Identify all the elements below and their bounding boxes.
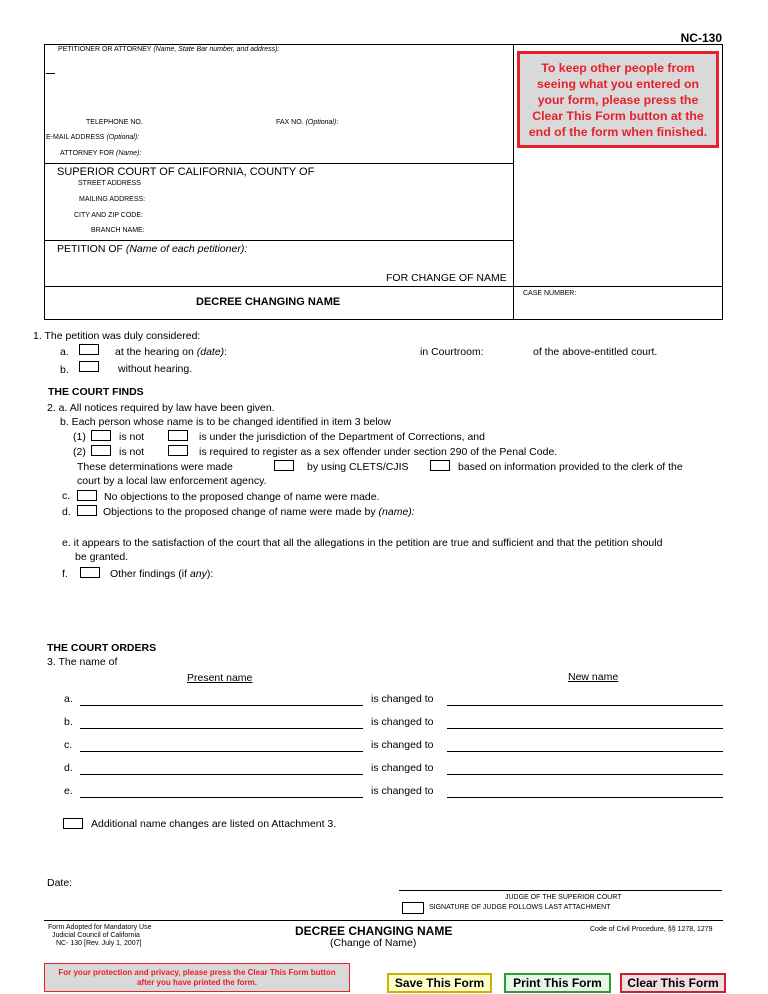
- local-agency-label: court by a local law enforcement agency.: [77, 475, 267, 487]
- item2b1-text: is under the jurisdiction of the Department of Corrections, and: [199, 431, 485, 443]
- signature-line: [399, 890, 722, 891]
- new-name-field-b[interactable]: [447, 713, 723, 728]
- present-name-field-b[interactable]: [80, 713, 363, 728]
- case-number-field[interactable]: [523, 300, 718, 315]
- date-field[interactable]: [80, 875, 360, 890]
- caption-divider: [513, 44, 514, 320]
- signature-follows-label: SIGNATURE OF JUDGE FOLLOWS LAST ATTACHMENT: [429, 904, 611, 911]
- clets-label: by using CLETS/CJIS: [307, 461, 409, 473]
- item1a-checkbox[interactable]: [79, 344, 99, 355]
- court-label: SUPERIOR COURT OF CALIFORNIA, COUNTY OF: [57, 166, 315, 178]
- row-letter: d.: [64, 762, 73, 774]
- mailing-address-field[interactable]: [152, 193, 505, 208]
- row-letter: b.: [64, 716, 73, 728]
- footer-subtitle: (Change of Name): [330, 937, 417, 949]
- name-change-row: [0, 739, 768, 755]
- other-findings-field-2[interactable]: [60, 584, 720, 624]
- street-address-label: STREET ADDRESS: [78, 180, 141, 187]
- item1b-letter: b.: [60, 364, 69, 376]
- name-change-row: [0, 785, 768, 801]
- form-number: NC-130: [680, 31, 722, 45]
- adopted-line-1: Form Adopted for Mandatory Use: [48, 924, 152, 931]
- item2d-text: Objections to the proposed change of name were made by (name):: [103, 506, 415, 518]
- courtroom-field[interactable]: [492, 344, 530, 359]
- present-name-line: [80, 774, 363, 775]
- court-finds-heading: THE COURT FINDS: [48, 386, 144, 398]
- item3-text: 3. The name of: [47, 656, 118, 668]
- based-on-label: based on information provided to the clerk of the: [458, 461, 683, 473]
- item2b-text: b. Each person whose name is to be changed identified in item 3 below: [60, 416, 391, 428]
- attorney-for-label: ATTORNEY FOR (Name):: [60, 150, 142, 157]
- item2f-text: Other findings (if any):: [110, 568, 214, 580]
- new-name-line: [447, 751, 723, 752]
- new-name-line: [447, 728, 723, 729]
- item2e-text-2: be granted.: [75, 551, 129, 563]
- item2e-text: e. it appears to the satisfaction of the court that all the allegations in the petition are true and sufficient and that the petition should: [62, 537, 663, 549]
- courtroom-label: in Courtroom:: [420, 346, 484, 358]
- attachment3-checkbox[interactable]: [63, 818, 83, 829]
- item2c-text: No objections to the proposed change of name were made.: [104, 491, 380, 503]
- name-change-row: [0, 762, 768, 778]
- present-name-line: [80, 728, 363, 729]
- clear-form-button[interactable]: Clear This Form: [620, 973, 726, 993]
- date-label: Date:: [47, 877, 73, 889]
- name-change-row: [0, 716, 768, 732]
- signature-follows-checkbox[interactable]: [402, 902, 424, 914]
- new-name-line: [447, 705, 723, 706]
- determinations-label: These determinations were made: [77, 461, 233, 473]
- objections-name-field-2[interactable]: [60, 520, 720, 535]
- adopted-line-2: Judicial Council of California: [52, 932, 140, 939]
- above-court-label: of the above-entitled court.: [533, 346, 658, 358]
- item2b2-isnot-label: is not: [119, 446, 145, 458]
- present-name-header: Present name: [187, 672, 253, 684]
- city-zip-label: CITY AND ZIP CODE:: [74, 212, 143, 219]
- item2c-letter: c.: [62, 490, 71, 502]
- other-findings-field[interactable]: [225, 566, 720, 581]
- item1a-text: at the hearing on (date):: [115, 346, 228, 358]
- rule: [44, 240, 514, 241]
- row-letter: e.: [64, 785, 73, 797]
- present-name-field-a[interactable]: [80, 690, 363, 705]
- item2a-text: 2. a. All notices required by law have been given.: [47, 402, 275, 414]
- city-zip-field[interactable]: [152, 209, 505, 224]
- item2c-checkbox[interactable]: [77, 490, 97, 501]
- new-name-header: New name: [568, 671, 619, 683]
- item2d-letter: d.: [62, 506, 71, 518]
- present-name-field-e[interactable]: [80, 782, 363, 797]
- present-name-field-d[interactable]: [80, 759, 363, 774]
- footer-rule: [44, 920, 723, 921]
- cursor-mark: [46, 73, 55, 74]
- judge-label: JUDGE OF THE SUPERIOR COURT: [505, 894, 622, 901]
- item2b2-num: (2): [73, 446, 86, 458]
- present-name-line: [80, 751, 363, 752]
- clets-checkbox[interactable]: [274, 460, 294, 471]
- item2b2-text: is required to register as a sex offender under section 290 of the Penal Code.: [199, 446, 558, 458]
- item1a-letter: a.: [60, 346, 69, 358]
- footer-title: DECREE CHANGING NAME: [295, 924, 453, 938]
- petition-of-field[interactable]: [60, 256, 500, 271]
- item2b1-num: (1): [73, 431, 86, 443]
- petition-of-label: PETITION OF (Name of each petitioner):: [57, 243, 248, 255]
- changed-to-label: is changed to: [371, 785, 434, 797]
- item2b1-isnot-label: is not: [119, 431, 145, 443]
- new-name-line: [447, 797, 723, 798]
- email-label: E-MAIL ADDRESS (Optional):: [46, 134, 140, 141]
- privacy-notice-text: To keep other people from seeing what you entered on your form, please press the Clear This Form button at the end of the form when finished.: [528, 60, 708, 139]
- item2b2-isnot-checkbox[interactable]: [91, 445, 111, 456]
- adopted-line-3: NC- 130 [Rev. July 1, 2007]: [56, 940, 142, 947]
- changed-to-label: is changed to: [371, 716, 434, 728]
- row-letter: c.: [64, 739, 73, 751]
- present-name-line: [80, 797, 363, 798]
- for-change-label: FOR CHANGE OF NAME: [386, 272, 507, 284]
- decree-title: DECREE CHANGING NAME: [196, 296, 341, 308]
- item2b1-is-checkbox[interactable]: [168, 430, 188, 441]
- present-name-field-c[interactable]: [80, 736, 363, 751]
- save-form-button[interactable]: Save This Form: [387, 973, 492, 993]
- case-number-label: CASE NUMBER:: [523, 290, 577, 297]
- changed-to-label: is changed to: [371, 762, 434, 774]
- judge-signature-field[interactable]: [400, 873, 722, 888]
- new-name-field-d[interactable]: [447, 759, 723, 774]
- telephone-field[interactable]: [150, 116, 270, 131]
- hearing-date-field[interactable]: [242, 344, 412, 359]
- attachment3-text: Additional name changes are listed on Attachment 3.: [91, 818, 337, 830]
- item2b1-isnot-checkbox[interactable]: [91, 430, 111, 441]
- privacy-notice-box: [517, 51, 719, 148]
- mailing-address-label: MAILING ADDRESS:: [79, 196, 146, 203]
- row-letter: a.: [64, 693, 73, 705]
- changed-to-label: is changed to: [371, 739, 434, 751]
- item2b2-is-checkbox[interactable]: [168, 445, 188, 456]
- protection-notice-text: For your protection and privacy, please press the Clear This Form button after you have printed the form.: [58, 967, 336, 987]
- new-name-field-e[interactable]: [447, 782, 723, 797]
- fax-field[interactable]: [345, 116, 505, 131]
- new-name-field-a[interactable]: [447, 690, 723, 705]
- new-name-field-c[interactable]: [447, 736, 723, 751]
- petitioner-attorney-field[interactable]: [60, 58, 500, 113]
- item2d-checkbox[interactable]: [77, 505, 97, 516]
- branch-name-field[interactable]: [152, 224, 505, 239]
- protection-notice-box: [44, 963, 350, 992]
- court-orders-heading: THE COURT ORDERS: [47, 642, 157, 654]
- changed-to-label: is changed to: [371, 693, 434, 705]
- telephone-label: TELEPHONE NO.: [86, 119, 143, 126]
- rule: [44, 286, 723, 287]
- item1b-text: without hearing.: [118, 363, 193, 375]
- objections-name-field[interactable]: [440, 504, 720, 519]
- item2f-letter: f.: [62, 568, 68, 580]
- fax-label: FAX NO. (Optional):: [276, 119, 339, 126]
- print-form-button[interactable]: Print This Form: [504, 973, 611, 993]
- present-name-line: [80, 705, 363, 706]
- petitioner-attorney-label: PETITIONER OR ATTORNEY (Name, State Bar number, and address):: [58, 46, 280, 53]
- code-citation: Code of Civil Procedure, §§ 1278, 1279: [590, 926, 713, 933]
- street-address-field[interactable]: [152, 177, 505, 192]
- item1b-checkbox[interactable]: [79, 361, 99, 372]
- new-name-line: [447, 774, 723, 775]
- item1-intro: 1. The petition was duly considered:: [33, 330, 201, 342]
- name-change-row: [0, 693, 768, 709]
- email-field[interactable]: [150, 131, 505, 146]
- clerk-info-checkbox[interactable]: [430, 460, 450, 471]
- attorney-for-field[interactable]: [150, 147, 505, 162]
- item2f-checkbox[interactable]: [80, 567, 100, 578]
- branch-name-label: BRANCH NAME:: [91, 227, 145, 234]
